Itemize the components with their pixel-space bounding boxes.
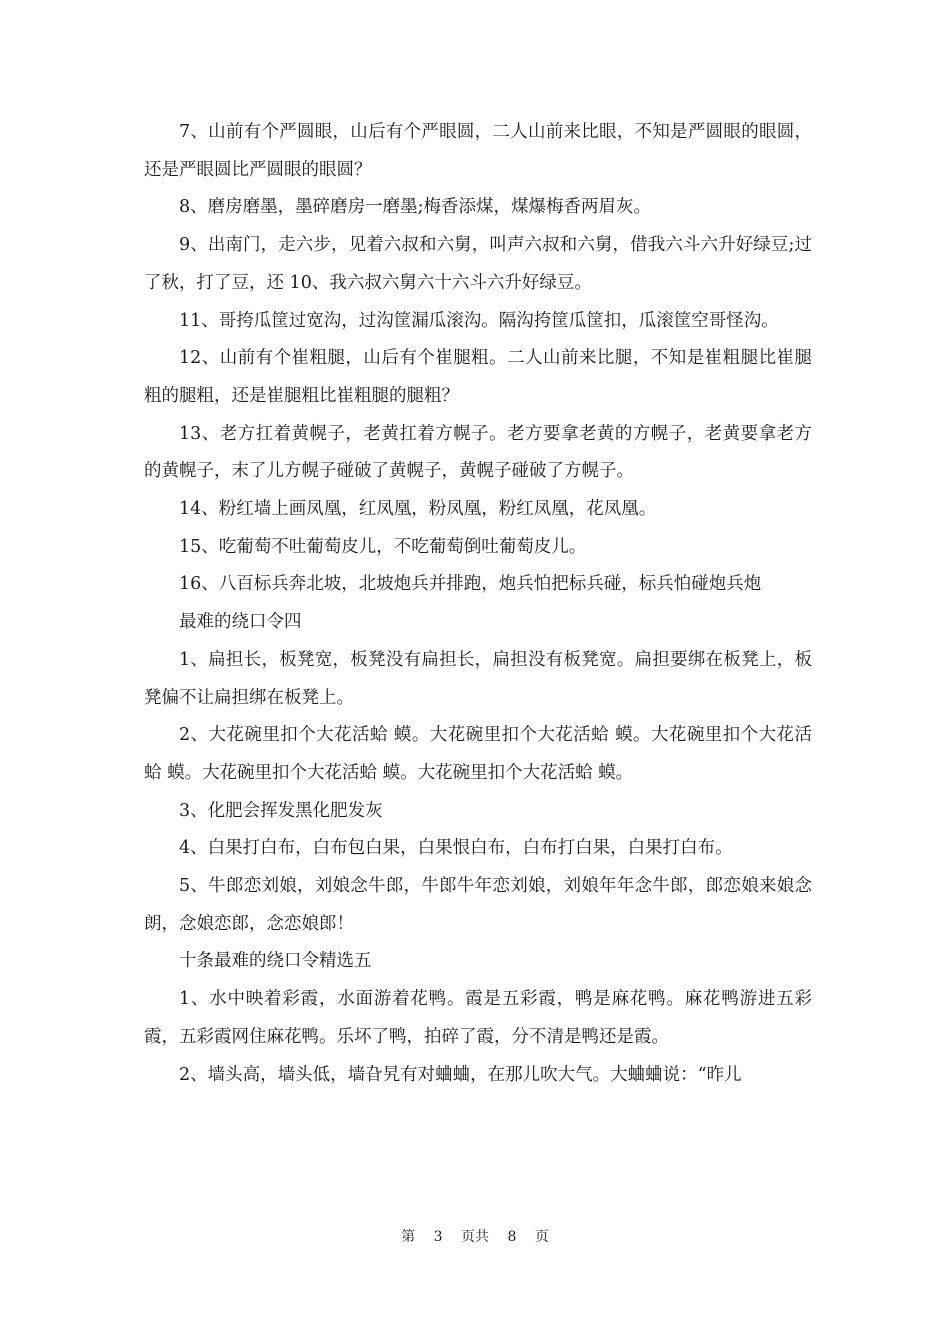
footer-current-page: 3 [433, 1229, 443, 1245]
paragraph-9: 9、出南门，走六步，见着六叔和六舅，叫声六叔和六舅，借我六斗六升好绿豆;过了秋，打了豆，还 10、我六叔六舅六十六斗六升好绿豆。 [144, 235, 812, 293]
paragraph-14: 14、粉红墙上画凤凰，红凤凰，粉凤凰，粉红凤凰，花凤凰。 [179, 499, 657, 520]
paragraph-8: 8、磨房磨墨，墨碎磨房一磨墨;梅香添煤，煤爆梅香两眉灰。 [179, 197, 652, 218]
section-heading-five: 十条最难的绕口令精选五 [179, 951, 372, 972]
footer-prefix: 第 [401, 1229, 416, 1245]
section5-paragraph-2: 2、墙头高，墙头低，墙旮旯有对蛐蛐，在那儿吹大气。大蛐蛐说：“昨儿 [179, 1064, 742, 1085]
section5-paragraph-1: 1、水中映着彩霞，水面游着花鸭。霞是五彩霞，鸭是麻花鸭。麻花鸭游进五彩霞，五彩霞网住麻花鸭。乐坏了鸭，拍碎了霞，分不清是鸭还是霞。 [144, 989, 812, 1047]
section-heading-four: 最难的绕口令四 [179, 612, 302, 633]
section4-paragraph-5: 5、牛郎恋刘娘，刘娘念牛郎，牛郎牛年恋刘娘，刘娘年年念牛郎，郎恋娘来娘念朗，念娘恋郎，念恋娘郎！ [144, 876, 812, 934]
footer-total-pages: 8 [507, 1229, 517, 1245]
section4-paragraph-3: 3、化肥会挥发黑化肥发灰 [179, 800, 383, 821]
paragraph-7: 7、山前有个严圆眼，山后有个严眼圆，二人山前来比眼，不知是严圆眼的眼圆，还是严眼圆比严圆眼的眼圆？ [144, 122, 812, 180]
paragraph-13: 13、老方扛着黄幌子，老黄扛着方幌子。老方要拿老黄的方幌子，老黄要拿老方的黄幌子，末了儿方幌子碰破了黄幌子，黄幌子碰破了方幌子。 [144, 423, 812, 482]
paragraph-15: 15、吃葡萄不吐葡萄皮儿，不吃葡萄倒吐葡萄皮儿。 [179, 536, 587, 557]
paragraph-12: 12、山前有个崔粗腿，山后有个崔腿粗。二人山前来比腿，不知是崔粗腿比崔腿粗的腿粗，还是崔腿粗比崔粗腿的腿粗？ [144, 348, 812, 406]
section4-paragraph-1: 1、扁担长，板凳宽，板凳没有扁担长，扁担没有板凳宽。扁担要绑在板凳上，板凳偏不让扁担绑在板凳上。 [144, 649, 812, 708]
document-body [144, 114, 812, 1094]
section4-paragraph-2: 2、大花碗里扣个大花活蛤 蟆。大花碗里扣个大花活蛤 蟆。大花碗里扣个大花活蛤 蟆。大花碗里扣个大花活蛤 蟆。大花碗里扣个大花活蛤 蟆。 [144, 725, 812, 783]
footer-suffix: 页 [534, 1229, 549, 1245]
footer-middle: 页共 [461, 1229, 489, 1245]
paragraph-11: 11、哥挎瓜筐过宽沟，过沟筐漏瓜滚沟。隔沟挎筐瓜筐扣，瓜滚筐空哥怪沟。 [179, 310, 779, 331]
section4-paragraph-4: 4、白果打白布，白布包白果，白果恨白布，白布打白果，白果打白布。 [179, 838, 733, 859]
paragraph-16: 16、八百标兵奔北坡，北坡炮兵并排跑，炮兵怕把标兵碰，标兵怕碰炮兵炮 [179, 574, 762, 595]
page-footer [0, 1228, 950, 1246]
